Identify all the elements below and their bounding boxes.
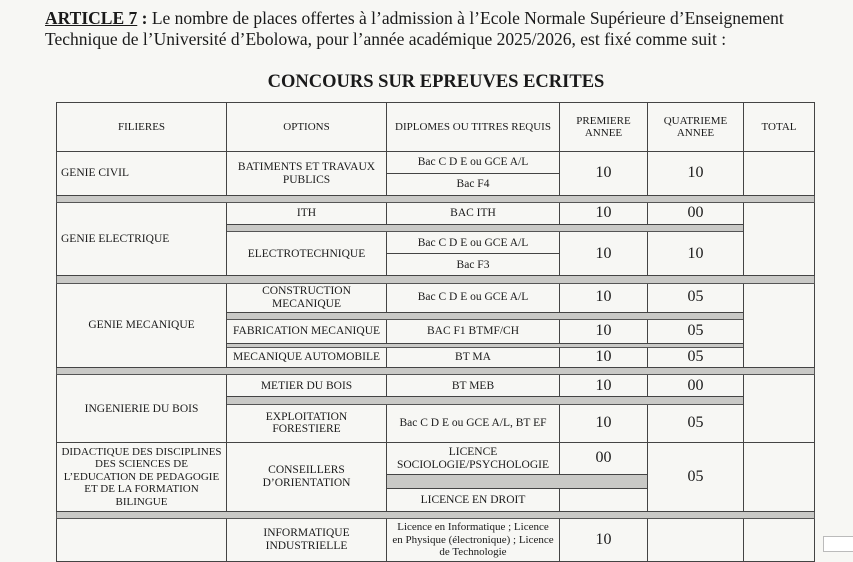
quatrieme-cell: 05 xyxy=(648,283,744,312)
premiere-cell: 10 xyxy=(560,320,648,344)
table-row xyxy=(57,203,815,225)
premiere-cell xyxy=(560,488,648,511)
total-cell xyxy=(744,518,815,561)
premiere-cell: 10 xyxy=(560,152,648,196)
diplome-cell: LICENCE EN DROIT xyxy=(387,488,560,511)
diplome-cell: Bac C D E ou GCE A/L xyxy=(387,232,560,254)
quatrieme-cell: 05 xyxy=(648,404,744,443)
option-cell: METIER DU BOIS xyxy=(227,375,387,397)
quatrieme-cell: 10 xyxy=(648,232,744,276)
diplome-cell: Bac C D E ou GCE A/L xyxy=(387,152,560,174)
total-cell xyxy=(744,283,815,368)
option-cell: EXPLOITATION FORESTIERE xyxy=(227,404,387,443)
filiere-cell xyxy=(57,518,227,561)
table-row xyxy=(57,283,815,312)
option-cell: CONSTRUCTION MECANIQUE xyxy=(227,283,387,312)
option-cell: ITH xyxy=(227,203,387,225)
total-cell xyxy=(744,152,815,196)
header-premiere: PREMIERE ANNEE xyxy=(560,103,648,152)
premiere-cell: 10 xyxy=(560,203,648,225)
premiere-cell: 10 xyxy=(560,283,648,312)
table-row xyxy=(57,443,815,474)
option-cell: ELECTROTECHNIQUE xyxy=(227,232,387,276)
diplome-cell: LICENCE SOCIOLOGIE/PSYCHOLOGIE xyxy=(387,443,560,474)
diplome-cell: BAC F1 BTMF/CH xyxy=(387,320,560,344)
quatrieme-cell: 05 xyxy=(648,348,744,368)
header-quatrieme: QUATRIEME ANNEE xyxy=(648,103,744,152)
intro-text: Le nombre de places offertes à l’admission à l’Ecole Normale Supérieure d’Enseignement Technique de l’Université d’Ebolowa, pour l’année académique 2025/2026, est fixé comme suit : xyxy=(45,8,784,49)
separator-row xyxy=(57,511,815,518)
total-cell xyxy=(744,443,815,511)
premiere-cell: 10 xyxy=(560,375,648,397)
quatrieme-cell: 10 xyxy=(648,152,744,196)
quatrieme-cell xyxy=(648,518,744,561)
option-cell: BATIMENTS ET TRAVAUX PUBLICS xyxy=(227,152,387,196)
admission-table xyxy=(56,102,815,562)
filiere-genie-electrique: GENIE ELECTRIQUE xyxy=(57,203,227,276)
header-diplomes: DIPLOMES OU TITRES REQUIS xyxy=(387,103,560,152)
header-options: OPTIONS xyxy=(227,103,387,152)
header-row xyxy=(57,103,815,152)
corner-widget xyxy=(823,536,853,552)
premiere-cell: 10 xyxy=(560,348,648,368)
separator-row xyxy=(57,368,815,375)
option-cell: INFORMATIQUE INDUSTRIELLE xyxy=(227,518,387,561)
header-total: TOTAL xyxy=(744,103,815,152)
premiere-cell: 00 xyxy=(560,443,648,474)
total-cell xyxy=(744,203,815,276)
quatrieme-cell: 00 xyxy=(648,375,744,397)
separator-row xyxy=(57,276,815,283)
diplome-cell: Bac C D E ou GCE A/L, BT EF xyxy=(387,404,560,443)
table-row xyxy=(57,518,815,561)
diplome-cell: Licence en Informatique ; Licence en Physique (électronique) ; Licence de Technologie xyxy=(387,518,560,561)
filiere-genie-mecanique: GENIE MECANIQUE xyxy=(57,283,227,368)
filiere-ingenierie-bois: INGENIERIE DU BOIS xyxy=(57,375,227,443)
premiere-cell: 10 xyxy=(560,232,648,276)
article-colon: : xyxy=(137,8,148,28)
diplome-cell: Bac C D E ou GCE A/L xyxy=(387,283,560,312)
header-filieres: FILIERES xyxy=(57,103,227,152)
article-label: ARTICLE 7 xyxy=(45,8,138,28)
filiere-genie-civil: GENIE CIVIL xyxy=(57,152,227,196)
diplome-cell: BT MA xyxy=(387,348,560,368)
intro-paragraph xyxy=(45,8,845,50)
option-cell: MECANIQUE AUTOMOBILE xyxy=(227,348,387,368)
diplome-cell: BT MEB xyxy=(387,375,560,397)
total-cell xyxy=(744,375,815,443)
diplome-cell: BAC ITH xyxy=(387,203,560,225)
quatrieme-cell: 00 xyxy=(648,203,744,225)
premiere-cell: 10 xyxy=(560,404,648,443)
section-title: CONCOURS SUR EPREUVES ECRITES xyxy=(267,72,605,92)
separator-row xyxy=(57,195,815,202)
table-row xyxy=(57,375,815,397)
diplome-cell: Bac F4 xyxy=(387,174,560,196)
quatrieme-cell: 05 xyxy=(648,443,744,511)
filiere-didactique: DIDACTIQUE DES DISCIPLINES DES SCIENCES DE L’EDUCATION DE PEDAGOGIE ET DE LA FORMATION BILINGUE xyxy=(57,443,227,511)
quatrieme-cell: 05 xyxy=(648,320,744,344)
option-cell: CONSEILLERS D’ORIENTATION xyxy=(227,443,387,511)
premiere-cell: 10 xyxy=(560,518,648,561)
option-cell: FABRICATION MECANIQUE xyxy=(227,320,387,344)
diplome-cell: Bac F3 xyxy=(387,254,560,276)
table-row xyxy=(57,152,815,174)
